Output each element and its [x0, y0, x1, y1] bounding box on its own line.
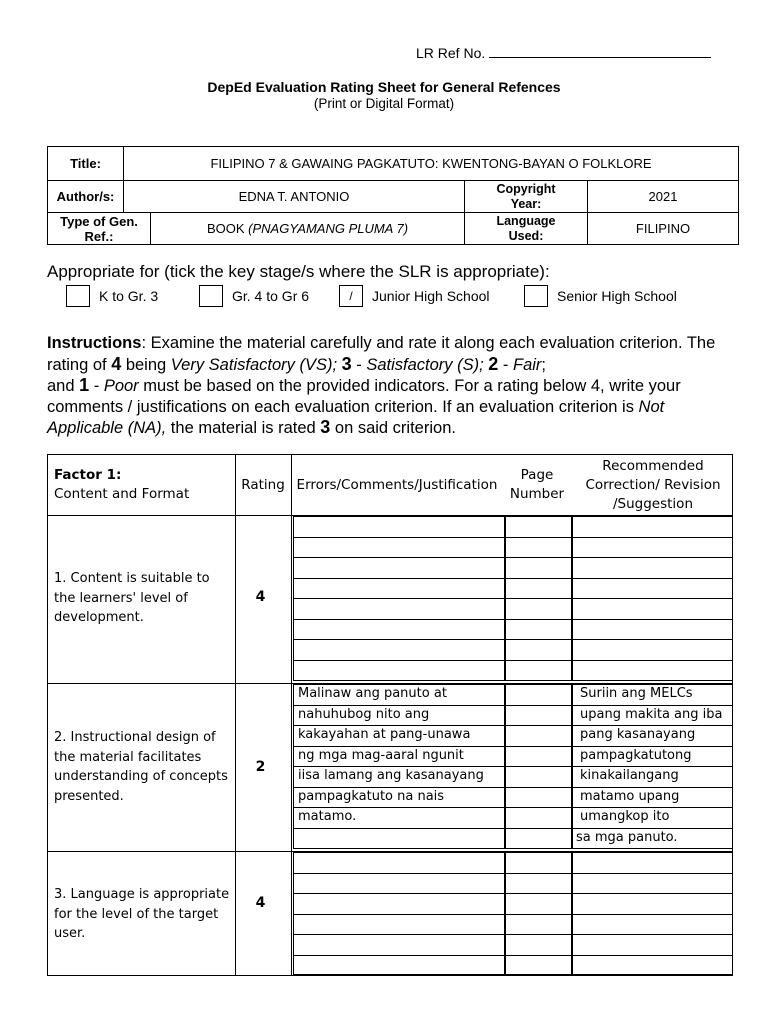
recommend-line: pang kasanayang [580, 727, 696, 742]
grid-rule [572, 873, 733, 874]
grid-rule [293, 557, 505, 558]
criterion-1: 1. Content is suitable to the learners' level of development. [54, 571, 210, 625]
grid-rule [505, 705, 572, 706]
grid-rule [572, 619, 733, 620]
appropriate-prompt: Appropriate for (tick the key stage/s where the SLR is appropriate): [47, 262, 550, 281]
author-label: Author/s: [48, 181, 124, 213]
grid-rule [505, 955, 572, 956]
grid-rule [293, 578, 505, 579]
grid-rule [572, 557, 733, 558]
checkbox-checked[interactable]: / [339, 285, 363, 307]
grid-rule [505, 557, 572, 558]
document-subtitle: (Print or Digital Format) [313, 96, 455, 111]
factor-header: Factor 1: Content and Format [54, 467, 190, 502]
language-label: Language Used: [465, 213, 588, 245]
title-value: FILIPINO 7 & GAWAING PAGKATUTO: KWENTONG-BAYAN O FOLKLORE [124, 147, 739, 181]
grid-rule [293, 598, 505, 599]
comment-line: Malinaw ang panuto at [298, 686, 447, 701]
grid-rule [293, 619, 505, 620]
comment-line: iisa lamang ang kasanayang [298, 768, 484, 783]
comment-line: nahuhubog nito ang [298, 706, 430, 722]
recommend-line: upang makita ang iba [580, 706, 723, 722]
grid-rule [505, 660, 572, 661]
recommendation-header: Recommended Correction/ Revision /Suggestion [585, 457, 721, 512]
grid-rule [293, 914, 505, 915]
grid-rule [505, 873, 572, 874]
option-k-to-gr3[interactable]: K to Gr. 3 [66, 284, 158, 308]
rating-header: Rating [241, 476, 285, 493]
criterion-2: 2. Instructional design of the material facilitates understanding of concepts presented. [54, 730, 228, 804]
lr-ref-field [416, 45, 711, 61]
grid-rule [505, 787, 572, 788]
comment-line: kakayahan at pang-unawa [298, 727, 471, 742]
grid-rule [505, 934, 572, 935]
instructions-paragraph: Instructions: Examine the material carefully and rate it along each evaluation criterion. The rating of 4 being Very Satisfactory (VS); 3 - Satisfactory (S); 2 - Fair; and 1 - Poor must be based on the provided indicators. For a rating below 4, write your comments / justifications on each evaluation criterion. If an evaluation criterion is Not Applicable (NA), the material is rated 3 on said criterion. [47, 334, 716, 437]
comment-line: pampagkatuto na nais [298, 788, 445, 804]
grid-rule [293, 537, 505, 538]
checkbox[interactable] [199, 285, 223, 307]
option-gr4-to-gr6[interactable]: Gr. 4 to Gr 6 [199, 284, 309, 308]
checkbox[interactable] [524, 285, 548, 307]
comment-line: matamo. [298, 809, 357, 824]
grid-rule [505, 537, 572, 538]
grid-rule [572, 537, 733, 538]
lr-ref-label: LR Ref No. [416, 45, 486, 61]
grid-rule [293, 955, 505, 956]
grid-rule [505, 766, 572, 767]
recommend-line: matamo upang [580, 788, 680, 804]
document-title: DepEd Evaluation Rating Sheet for General Refences [207, 79, 561, 95]
type-label: Type of Gen. Ref.: [48, 213, 151, 245]
type-value: BOOK (PNAGYAMANG PLUMA 7) [151, 213, 465, 245]
grid-rule [293, 639, 505, 640]
grid-rule [293, 873, 505, 874]
grid-rule [572, 578, 733, 579]
language-value: FILIPINO [588, 213, 739, 245]
info-table [47, 146, 739, 245]
checkbox[interactable] [66, 285, 90, 307]
grid-rule [505, 807, 572, 808]
rating-1: 4 [255, 589, 266, 605]
evaluation-table [47, 454, 733, 976]
grid-rule [505, 746, 572, 747]
grid-rule [505, 598, 572, 599]
recommend-line: Suriin ang MELCs [580, 686, 693, 701]
option-junior-high[interactable]: / Junior High School [339, 284, 490, 308]
grid-rule [572, 598, 733, 599]
grid-rule [293, 893, 505, 894]
grid-rule [572, 893, 733, 894]
grid-rule [505, 619, 572, 620]
grid-rule [505, 828, 572, 829]
criterion-3: 3. Language is appropriate for the level of the target user. [54, 887, 230, 941]
grid-rule [293, 828, 505, 829]
recommend-line: pampagkatutong [580, 747, 692, 763]
grid-rule [505, 639, 572, 640]
rating-2: 2 [255, 759, 266, 775]
rating-3: 4 [255, 895, 266, 911]
grid-rule [505, 725, 572, 726]
lr-ref-blank[interactable] [489, 45, 711, 58]
copyright-value: 2021 [588, 181, 739, 213]
grid-rule [572, 934, 733, 935]
recommend-line: kinakailangang [580, 768, 679, 783]
recommend-line: sa mga panuto. [576, 829, 678, 845]
title-label: Title: [48, 147, 124, 181]
author-value: EDNA T. ANTONIO [124, 181, 465, 213]
grid-rule [572, 955, 733, 956]
grid-rule [505, 893, 572, 894]
grid-rule [505, 578, 572, 579]
errors-header: Errors/Comments/Justification [296, 476, 498, 493]
grid-rule [572, 660, 733, 661]
option-senior-high[interactable]: Senior High School [524, 284, 677, 308]
grid-rule [293, 934, 505, 935]
comment-line: ng mga mag-aaral ngunit [298, 747, 464, 763]
copyright-label: Copyright Year: [465, 181, 588, 213]
grid-rule [293, 660, 505, 661]
grid-rule [572, 914, 733, 915]
grid-rule [572, 639, 733, 640]
page-number-header: Page Number [509, 467, 565, 502]
recommend-line: umangkop ito [580, 809, 670, 824]
grid-rule [505, 914, 572, 915]
